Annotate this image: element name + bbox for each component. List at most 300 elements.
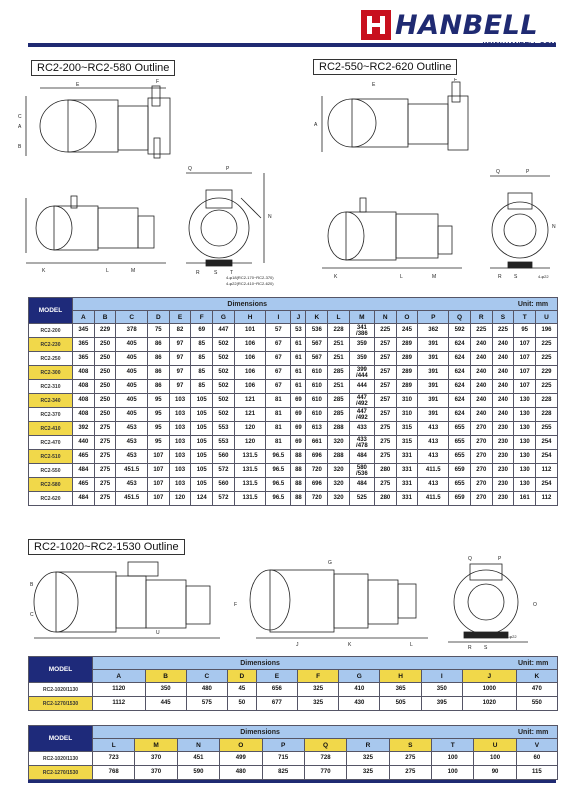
value-cell: 228 [536,394,558,408]
value-cell: 275 [94,464,116,478]
value-cell: 502 [213,352,235,366]
value-cell: 257 [374,338,396,352]
value-cell: 659 [449,492,471,506]
value-cell: 536 [306,324,328,338]
value-cell: 331 [396,478,418,492]
value-cell: 411.5 [418,464,449,478]
value-cell: 130 [514,450,536,464]
value-cell: 315 [396,436,418,450]
value-cell: 447 /492 [349,408,374,422]
brand-name: HANBELL [395,9,539,41]
svg-text:K: K [334,274,338,280]
value-cell: 470 [516,683,557,697]
value-cell: 410 [339,683,380,697]
value-cell: 345 [73,324,95,338]
value-cell: 365 [73,338,95,352]
value-cell: 121 [234,394,266,408]
value-cell: 465 [73,478,95,492]
value-cell: 580 /536 [349,464,374,478]
column-header-b: B [94,311,116,324]
value-cell: 391 [418,338,449,352]
value-cell: 413 [418,422,449,436]
value-cell: 103 [169,464,191,478]
value-cell: 370 [135,752,177,766]
table-row [29,450,558,464]
value-cell: 553 [213,436,235,450]
value-cell: 610 [306,380,328,394]
value-cell: 101 [234,324,266,338]
value-cell: 69 [291,394,306,408]
value-cell: 240 [470,338,492,352]
value-cell: 96.5 [266,450,291,464]
column-header-v: V [516,739,557,752]
svg-text:A: A [18,124,22,130]
model-cell: RC2-410 [29,422,73,436]
svg-text:M: M [131,268,136,274]
svg-text:J: J [296,642,299,648]
value-cell: 289 [396,338,418,352]
footer-rule [28,780,556,783]
value-cell: 270 [470,422,492,436]
value-cell: 359 [349,338,374,352]
column-header-q: Q [304,739,346,752]
model-cell: RC2-510 [29,450,73,464]
value-cell: 451.5 [116,492,148,506]
value-cell: 254 [536,450,558,464]
model-cell: RC2-1270/1530 [29,766,93,780]
value-cell: 112 [536,492,558,506]
value-cell: 484 [349,478,374,492]
value-cell: 97 [169,352,191,366]
value-cell: 624 [449,366,471,380]
column-header-u: U [536,311,558,324]
value-cell: 69 [291,422,306,436]
column-header-m: M [349,311,374,324]
value-cell: 230 [492,478,514,492]
value-cell: 240 [492,366,514,380]
value-cell: 240 [470,366,492,380]
value-cell: 240 [470,394,492,408]
value-cell: 130 [514,422,536,436]
value-cell: 105 [191,436,213,450]
value-cell: 624 [449,338,471,352]
value-cell: 592 [449,324,471,338]
model-cell: RC2-310 [29,380,73,394]
value-cell: 270 [470,492,492,506]
value-cell: 408 [73,380,95,394]
value-cell: 130 [514,478,536,492]
value-cell: 320 [328,492,350,506]
value-cell: 107 [147,478,169,492]
value-cell: 288 [328,422,350,436]
value-cell: 82 [169,324,191,338]
value-cell: 85 [191,380,213,394]
value-cell: 130 [514,394,536,408]
value-cell: 105 [191,450,213,464]
value-cell: 362 [418,324,449,338]
value-cell: 289 [396,380,418,394]
value-cell: 331 [396,450,418,464]
value-cell: 95 [514,324,536,338]
value-cell: 88 [291,478,306,492]
value-cell: 275 [374,422,396,436]
value-cell: 240 [492,380,514,394]
table-row [29,408,558,422]
value-cell: 325 [347,766,389,780]
svg-text:U: U [156,630,160,636]
value-cell: 245 [396,324,418,338]
value-cell: 251 [328,338,350,352]
value-cell: 405 [116,394,148,408]
value-cell: 225 [374,324,396,338]
svg-text:F: F [156,79,160,85]
svg-text:K: K [348,642,352,648]
value-cell: 120 [169,492,191,506]
value-cell: 240 [492,408,514,422]
value-cell: 270 [470,478,492,492]
value-cell: 81 [266,422,291,436]
value-cell: 392 [73,422,95,436]
value-cell: 95 [147,394,169,408]
outline-drawing-3 [28,556,558,650]
svg-text:R: R [196,270,200,276]
value-cell: 225 [536,352,558,366]
value-cell: 624 [449,394,471,408]
value-cell: 250 [94,352,116,366]
value-cell: 453 [116,478,148,492]
value-cell: 502 [213,338,235,352]
value-cell: 331 [396,464,418,478]
column-header-s: S [389,739,431,752]
model-cell: RC2-1020/1130 [29,683,93,697]
value-cell: 130 [514,436,536,450]
value-cell: 105 [191,422,213,436]
value-cell: 53 [291,324,306,338]
value-cell: 453 [116,450,148,464]
value-cell: 451 [177,752,219,766]
value-cell: 480 [220,766,262,780]
value-cell: 405 [116,338,148,352]
model-cell: RC2-200 [29,324,73,338]
column-header-c: C [186,670,227,683]
value-cell: 240 [492,338,514,352]
value-cell: 254 [536,478,558,492]
svg-text:4-φ18(RC2-170~RC2-370): 4-φ18(RC2-170~RC2-370) [226,275,274,280]
value-cell: 405 [116,408,148,422]
value-cell: 105 [191,478,213,492]
value-cell: 413 [418,436,449,450]
value-cell: 399 /444 [349,366,374,380]
column-header-j: J [291,311,306,324]
logo-emblem-icon [361,10,391,40]
svg-text:E: E [372,82,376,88]
value-cell: 81 [266,408,291,422]
value-cell: 97 [169,338,191,352]
table-row [29,422,558,436]
value-cell: 86 [147,338,169,352]
value-cell: 484 [349,450,374,464]
model-cell: RC2-620 [29,492,73,506]
column-header-o: O [396,311,418,324]
svg-text:A: A [314,122,318,128]
table-row [29,683,558,697]
table-row [29,436,558,450]
value-cell: 655 [449,450,471,464]
value-cell: 95 [147,422,169,436]
value-cell: 275 [94,492,116,506]
value-cell: 69 [291,436,306,450]
value-cell: 120 [234,422,266,436]
column-header-t: T [432,739,474,752]
value-cell: 229 [536,366,558,380]
website-url: WWW.HANBELL.COM [482,42,556,49]
value-cell: 67 [266,380,291,394]
value-cell: 270 [470,464,492,478]
value-cell: 285 [328,394,350,408]
value-cell: 624 [449,408,471,422]
value-cell: 196 [536,324,558,338]
model-cell: RC2-1270/1530 [29,697,93,711]
value-cell: 391 [418,408,449,422]
column-header-l: L [93,739,135,752]
value-cell: 257 [374,380,396,394]
column-header-k: K [306,311,328,324]
value-cell: 88 [291,464,306,478]
value-cell: 85 [191,352,213,366]
value-cell: 57 [266,324,291,338]
value-cell: 525 [349,492,374,506]
value-cell: 95 [147,408,169,422]
outline-title-3: RC2-1020~RC2-1530 Outline [28,539,185,555]
value-cell: 610 [306,408,328,422]
value-cell: 391 [418,394,449,408]
svg-text:S: S [484,645,488,650]
value-cell: 254 [536,436,558,450]
value-cell: 115 [516,766,557,780]
dimensions-table-rc2-200-620 [28,297,558,506]
table-row [29,352,558,366]
dimensions-header: Dimensions Unit: mm [93,657,558,670]
svg-text:N: N [268,214,272,220]
dimensions-header: Dimensions Unit: mm [73,298,558,311]
value-cell: 320 [328,478,350,492]
value-cell: 100 [432,752,474,766]
model-cell: RC2-300 [29,366,73,380]
value-cell: 130 [514,464,536,478]
value-cell: 45 [227,683,256,697]
value-cell: 96.5 [266,478,291,492]
value-cell: 378 [116,324,148,338]
value-cell: 610 [306,394,328,408]
value-cell: 408 [73,394,95,408]
value-cell: 502 [213,394,235,408]
value-cell: 103 [169,422,191,436]
value-cell: 502 [213,380,235,394]
value-cell: 95 [147,436,169,450]
value-cell: 240 [470,352,492,366]
value-cell: 285 [328,366,350,380]
header-rule [28,43,556,47]
outline-title-2: RC2-550~RC2-620 Outline [313,59,457,75]
hanbell-logo [361,8,561,42]
value-cell: 391 [418,352,449,366]
value-cell: 567 [306,338,328,352]
value-cell: 445 [145,697,186,711]
svg-text:P: P [498,556,502,562]
svg-text:4-φ22(RC2-410~RC2-620): 4-φ22(RC2-410~RC2-620) [226,281,274,286]
value-cell: 825 [262,766,304,780]
value-cell: 257 [374,408,396,422]
value-cell: 411.5 [418,492,449,506]
column-header-b: B [145,670,186,683]
column-header-o: O [220,739,262,752]
table-row [29,380,558,394]
value-cell: 453 [116,422,148,436]
model-header: MODEL [29,726,93,752]
value-cell: 257 [374,366,396,380]
value-cell: 240 [470,408,492,422]
value-cell: 331 [396,492,418,506]
value-cell: 88 [291,450,306,464]
value-cell: 69 [291,408,306,422]
table-row [29,464,558,478]
value-cell: 484 [73,492,95,506]
svg-text:Q: Q [468,556,472,562]
value-cell: 720 [306,464,328,478]
value-cell: 408 [73,408,95,422]
dim-label: E [76,82,80,88]
value-cell: 289 [396,352,418,366]
column-header-u: U [474,739,516,752]
value-cell: 250 [94,338,116,352]
svg-text:O: O [533,602,537,608]
value-cell: 656 [256,683,297,697]
value-cell: 85 [191,366,213,380]
value-cell: 655 [449,422,471,436]
value-cell: 275 [94,478,116,492]
value-cell: 655 [449,478,471,492]
value-cell: 275 [94,436,116,450]
value-cell: 499 [220,752,262,766]
svg-text:4-φ22: 4-φ22 [538,274,549,279]
outline-drawing-2 [312,78,562,293]
column-header-c: C [116,311,148,324]
value-cell: 451.5 [116,464,148,478]
value-cell: 131.5 [234,478,266,492]
value-cell: 120 [234,436,266,450]
value-cell: 229 [94,324,116,338]
value-cell: 395 [421,697,462,711]
value-cell: 325 [297,697,338,711]
svg-text:P: P [526,169,530,175]
value-cell: 106 [234,366,266,380]
svg-text:Q: Q [188,166,192,172]
value-cell: 661 [306,436,328,450]
column-header-d: D [227,670,256,683]
value-cell: 768 [93,766,135,780]
value-cell: 715 [262,752,304,766]
value-cell: 230 [492,436,514,450]
column-header-e: E [169,311,191,324]
value-cell: 112 [536,464,558,478]
table-row [29,478,558,492]
value-cell: 723 [93,752,135,766]
value-cell: 405 [116,366,148,380]
value-cell: 106 [234,338,266,352]
value-cell: 96.5 [266,492,291,506]
table-row [29,492,558,506]
value-cell: 659 [449,464,471,478]
value-cell: 105 [191,464,213,478]
value-cell: 453 [116,436,148,450]
value-cell: 624 [449,380,471,394]
table-row [29,697,558,711]
value-cell: 433 /478 [349,436,374,450]
value-cell: 107 [147,450,169,464]
value-cell: 275 [94,450,116,464]
table-row [29,752,558,766]
value-cell: 325 [347,752,389,766]
column-header-l: L [328,311,350,324]
column-header-n: N [177,739,219,752]
model-cell: RC2-470 [29,436,73,450]
value-cell: 50 [227,697,256,711]
svg-text:F: F [454,78,458,83]
value-cell: 728 [304,752,346,766]
value-cell: 225 [536,338,558,352]
value-cell: 230 [492,450,514,464]
value-cell: 341 /386 [349,324,374,338]
value-cell: 90 [474,766,516,780]
svg-text:N: N [552,224,556,230]
dimensions-table-rc2-1020-1530-l-v [28,725,558,780]
value-cell: 81 [266,394,291,408]
value-cell: 67 [266,338,291,352]
value-cell: 408 [73,366,95,380]
column-header-a: A [73,311,95,324]
value-cell: 430 [339,697,380,711]
model-cell: RC2-250 [29,352,73,366]
value-cell: 370 [135,766,177,780]
svg-text:L: L [400,274,403,280]
value-cell: 255 [536,422,558,436]
table-row [29,766,558,780]
value-cell: 131.5 [234,492,266,506]
svg-text:C: C [30,612,34,618]
column-header-i: I [421,670,462,683]
column-header-j: J [462,670,516,683]
value-cell: 365 [73,352,95,366]
column-header-k: K [516,670,557,683]
svg-text:B: B [30,582,34,588]
value-cell: 655 [449,436,471,450]
value-cell: 124 [191,492,213,506]
value-cell: 624 [449,352,471,366]
value-cell: 130 [514,408,536,422]
value-cell: 391 [418,366,449,380]
svg-text:Q: Q [496,169,500,175]
column-header-i: I [266,311,291,324]
value-cell: 107 [147,492,169,506]
value-cell: 405 [116,380,148,394]
value-cell: 275 [374,450,396,464]
svg-text:C: C [18,114,22,120]
column-header-g: G [213,311,235,324]
column-header-f: F [297,670,338,683]
value-cell: 69 [191,324,213,338]
value-cell: 275 [94,422,116,436]
value-cell: 413 [418,450,449,464]
